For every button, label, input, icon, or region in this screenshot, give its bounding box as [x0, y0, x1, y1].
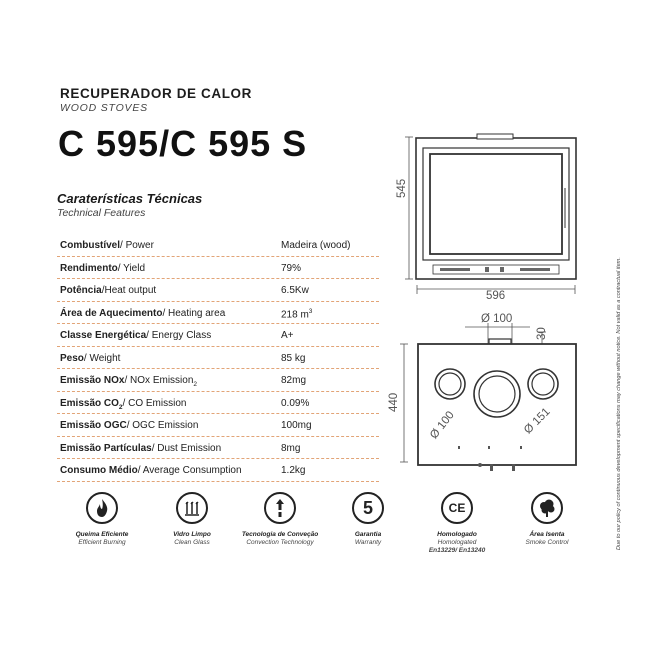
front-view-drawing [390, 128, 590, 303]
spec-value-text: 218 m [281, 308, 309, 320]
feature-title: Área Isenta [529, 531, 565, 538]
spec-row-ogc [57, 414, 379, 437]
spec-row-weight [57, 347, 379, 370]
spec-value: 1.2kg [281, 465, 306, 476]
spec-label-en: / Dust Emission [151, 442, 222, 454]
feature-subtitle: Smoke Control [525, 539, 569, 546]
specs-subtitle: Technical Features [57, 207, 146, 219]
spec-row-energy-class [57, 324, 379, 347]
spec-value: 0.09% [281, 397, 310, 409]
feature-subtitle: Warranty [354, 539, 382, 546]
feature-efficient-burning [57, 492, 147, 547]
feature-warranty [323, 492, 413, 547]
spec-label-en: /Heat output [101, 285, 157, 296]
spec-label-en: / CO Emission [122, 397, 187, 409]
spec-row-dust [57, 437, 379, 460]
feature-title: Homologado [437, 531, 477, 538]
dim-front-width: 596 [486, 290, 506, 302]
spec-label-pt: Classe Energética [60, 330, 147, 341]
spec-label-en: / Energy Class [146, 330, 212, 341]
features-row [55, 492, 610, 562]
ce-badge: CE [448, 501, 466, 515]
dim-top-outlet: Ø 100 [481, 313, 513, 325]
spec-label-en: / NOx Emission [124, 375, 194, 386]
spec-row-heating-area [57, 302, 379, 325]
spec-value: 79% [281, 262, 302, 274]
feature-subtitle: Efficient Burning [78, 539, 126, 546]
feature-standard: En13229/ En13240 [428, 547, 486, 554]
spec-value: 82mg [281, 375, 307, 386]
dim-top-depth: 440 [388, 392, 400, 412]
spec-label-en: / Average Consumption [137, 465, 242, 476]
spec-label-pt: Emissão Partículas [60, 442, 152, 454]
flame-icon [86, 492, 118, 524]
spec-row-co [57, 392, 379, 415]
category-title: RECUPERADOR DE CALOR [60, 86, 253, 101]
spec-label-pt: Emissão OGC [60, 420, 127, 431]
top-view-drawing [390, 312, 590, 487]
category-subtitle: WOOD STOVES [60, 102, 148, 114]
warranty-badge: 5 [362, 498, 373, 518]
specs-title: Caraterísticas Técnicas [57, 191, 203, 206]
spec-row-fuel [57, 234, 379, 257]
feature-subtitle: Convection Technology [246, 539, 314, 546]
spec-label-pt: Emissão NOx [60, 375, 125, 386]
feature-clean-glass [147, 492, 237, 547]
spec-superscript: 3 [308, 307, 313, 315]
feature-title: Tecnologia de Conveção [241, 531, 319, 538]
stove-top-handle [477, 134, 513, 139]
model-title: C 595/C 595 S [58, 123, 308, 164]
spec-row-heat-output [57, 279, 379, 302]
spec-value: Madeira (wood) [281, 240, 351, 251]
spec-value: A+ [281, 330, 294, 341]
spec-value: 85 kg [281, 352, 306, 364]
convection-arrow-icon [264, 492, 296, 524]
spec-label-en: / OGC Emission [126, 420, 199, 431]
spec-value: 6.5Kw [281, 285, 309, 296]
dim-front-height: 545 [396, 178, 408, 198]
glass-icon [176, 492, 208, 524]
side-disclaimer-text: Due to our policy of continuous development specifications may change without notice. Not valid as a contractual item. [616, 257, 622, 550]
dim-center-port: Ø 151 [522, 405, 553, 437]
warranty-5-icon [352, 492, 384, 524]
ce-mark-icon [441, 492, 473, 524]
feature-title: Vidro Limpo [173, 531, 211, 538]
spec-label-pt: Rendimento [60, 262, 118, 274]
feature-title: Queima Eficiente [75, 531, 129, 538]
spec-label-pt: Peso [60, 352, 84, 364]
spec-label-pt [60, 398, 123, 409]
spec-label-en: / Heating area [162, 307, 226, 319]
smoke-icon [531, 492, 563, 524]
feature-subtitle: Clean Glass [174, 539, 210, 546]
specs-table [57, 234, 379, 482]
spec-label-pt: Consumo Médio [60, 465, 138, 476]
feature-subtitle: Homologated [437, 539, 477, 546]
stove-glass [430, 154, 562, 254]
spec-subscript: 2 [193, 381, 198, 388]
spec-label-en: / Yield [117, 262, 146, 274]
feature-title: Garantia [354, 531, 382, 538]
spec-row-consumption [57, 459, 379, 482]
feature-smoke-control [502, 492, 592, 547]
spec-label-pt: Potência [60, 285, 102, 296]
spec-label-pt: Combustível [60, 240, 121, 251]
spec-value: 8mg [281, 442, 301, 454]
spec-subscript: 2 [118, 403, 123, 411]
feature-homologated [412, 492, 502, 555]
spec-label-pt-text: Emissão CO [60, 397, 119, 409]
spec-label-en: / Weight [83, 352, 121, 364]
spec-label-pt: Área de Aquecimento [60, 307, 163, 319]
spec-row-yield [57, 257, 379, 280]
feature-convection [235, 492, 325, 547]
spec-value [281, 308, 312, 320]
dim-left-port: Ø 100 [428, 409, 457, 442]
spec-label-en: / Power [120, 240, 154, 251]
dim-top-offset: 30 [536, 327, 548, 340]
spec-row-nox [57, 369, 379, 392]
spec-value: 100mg [281, 420, 312, 431]
